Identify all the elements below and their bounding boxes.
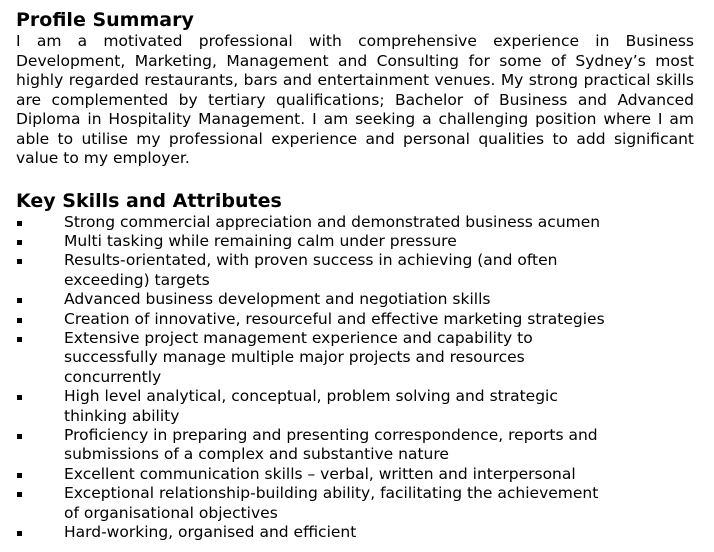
skill-text: Exceptional relationship-building ability, facilitating the achievement of organisational objectives	[64, 484, 599, 522]
skill-item	[16, 523, 694, 542]
profile-summary-text: I am a motivated professional with comprehensive experience in Business Development, Marketing, Management and Consulting for some of Sydney’s most highly regarded restaurants, bars and entertainment venues. My strong practical skills are complemented by tertiary qualifications; Bachelor of Business and Advanced Diploma in Hospitality Management. I am seeking a challenging position where I am able to utilise my professional experience and personal qualities to add significant value to my employer.	[16, 32, 694, 167]
square-bullet-icon	[17, 259, 22, 264]
skill-text: Creation of innovative, resourceful and effective marketing strategies	[64, 309, 605, 328]
skill-text: Excellent communication skills – verbal, written and interpersonal	[64, 464, 576, 483]
skill-text: Advanced business development and negotiation skills	[64, 290, 491, 309]
skill-item	[16, 484, 694, 523]
square-bullet-icon	[17, 473, 22, 478]
square-bullet-icon	[17, 434, 22, 439]
skill-item	[16, 329, 694, 387]
skill-text: Extensive project management experience and capability to successfully manage multiple major projects and resources concurrently	[64, 328, 533, 386]
square-bullet-icon	[17, 221, 22, 226]
square-bullet-icon	[17, 395, 22, 400]
skill-item	[16, 251, 694, 290]
skill-text: Results-orientated, with proven success in achieving (and often exceeding) targets	[64, 251, 558, 289]
key-skills-heading: Key Skills and Attributes	[16, 189, 282, 212]
square-bullet-icon	[17, 337, 22, 342]
skill-item	[16, 290, 694, 309]
section-spacer	[16, 169, 694, 189]
skill-item	[16, 426, 694, 465]
skill-text: Strong commercial appreciation and demonstrated business acumen	[64, 212, 601, 231]
profile-summary-heading: Profile Summary	[16, 9, 194, 31]
square-bullet-icon	[17, 531, 22, 536]
square-bullet-icon	[17, 318, 22, 323]
skill-item	[16, 387, 694, 426]
skill-item	[16, 310, 694, 329]
skill-text: Multi tasking while remaining calm under pressure	[64, 231, 457, 250]
skill-text: Proficiency in preparing and presenting correspondence, reports and submissions of a complex and substantive nature	[64, 425, 598, 464]
skill-item	[16, 213, 694, 232]
document-page	[16, 8, 694, 542]
profile-summary-section	[16, 8, 694, 169]
skill-item	[16, 232, 694, 251]
square-bullet-icon	[17, 298, 22, 303]
skill-item	[16, 465, 694, 484]
key-skills-list	[16, 213, 694, 543]
square-bullet-icon	[17, 240, 22, 245]
square-bullet-icon	[17, 492, 22, 497]
skill-text: High level analytical, conceptual, problem solving and strategic thinking ability	[64, 387, 558, 425]
key-skills-section	[16, 189, 694, 543]
skill-text: Hard-working, organised and efficient	[64, 523, 357, 541]
